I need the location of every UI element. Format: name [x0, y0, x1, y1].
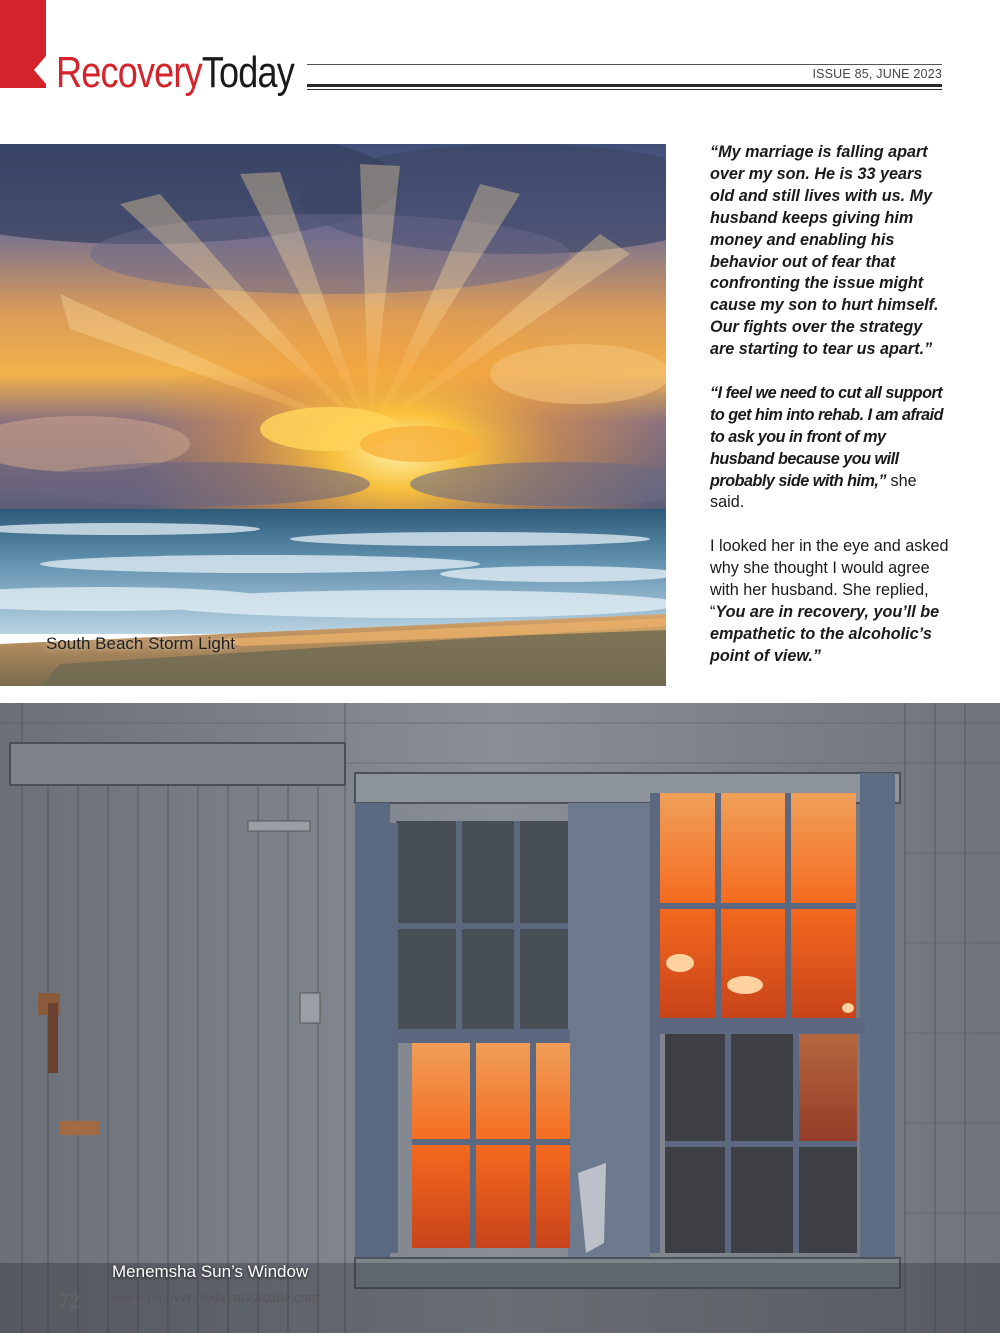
sun-window-caption: Menemsha Sun’s Window: [112, 1262, 309, 1281]
article-attribution: she said.: [710, 471, 917, 512]
logo-word-today: Today: [201, 48, 295, 97]
article-column: [710, 142, 950, 690]
article-paragraph-1: “My marriage is falling apart over my son. He is 33 years old and still lives with us. My husband keeps giving him money and enabling his behavior out of fear that confronting the issue might cause my son to hurt himself. Our fights over the strategy are starting to tear us apart.”: [710, 143, 939, 359]
header-rule-thick-secondary: [307, 89, 942, 90]
page-number: 72: [58, 1288, 80, 1313]
magazine-logo: [56, 48, 294, 98]
article-narration: I looked her in the eye and asked why she thought I would agree with her husband. She replied, “: [710, 537, 949, 621]
article-paragraph-2: [710, 383, 950, 514]
website-url[interactable]: www.recoverytodaymagazine.com: [112, 1290, 321, 1306]
article-quote-2: “I feel we need to cut all support to get him into rehab. I am afraid to ask you in front of my husband because you will probably side with him,”: [710, 383, 944, 490]
storm-light-photo: [0, 144, 666, 686]
article-paragraph-3: [710, 536, 950, 667]
header-rule-thin: [307, 64, 942, 65]
sun-window-photo: [0, 703, 1000, 1333]
header-accent-tab: [0, 0, 46, 88]
header-rule-thick: [307, 84, 942, 87]
storm-light-caption: South Beach Storm Light: [46, 634, 236, 653]
logo-word-recovery: Recovery: [56, 48, 202, 97]
issue-label: ISSUE 85, JUNE 2023: [812, 67, 942, 81]
article-quote-3: You are in recovery, you’ll be empathetic to the alcoholic’s point of view.”: [710, 603, 940, 665]
